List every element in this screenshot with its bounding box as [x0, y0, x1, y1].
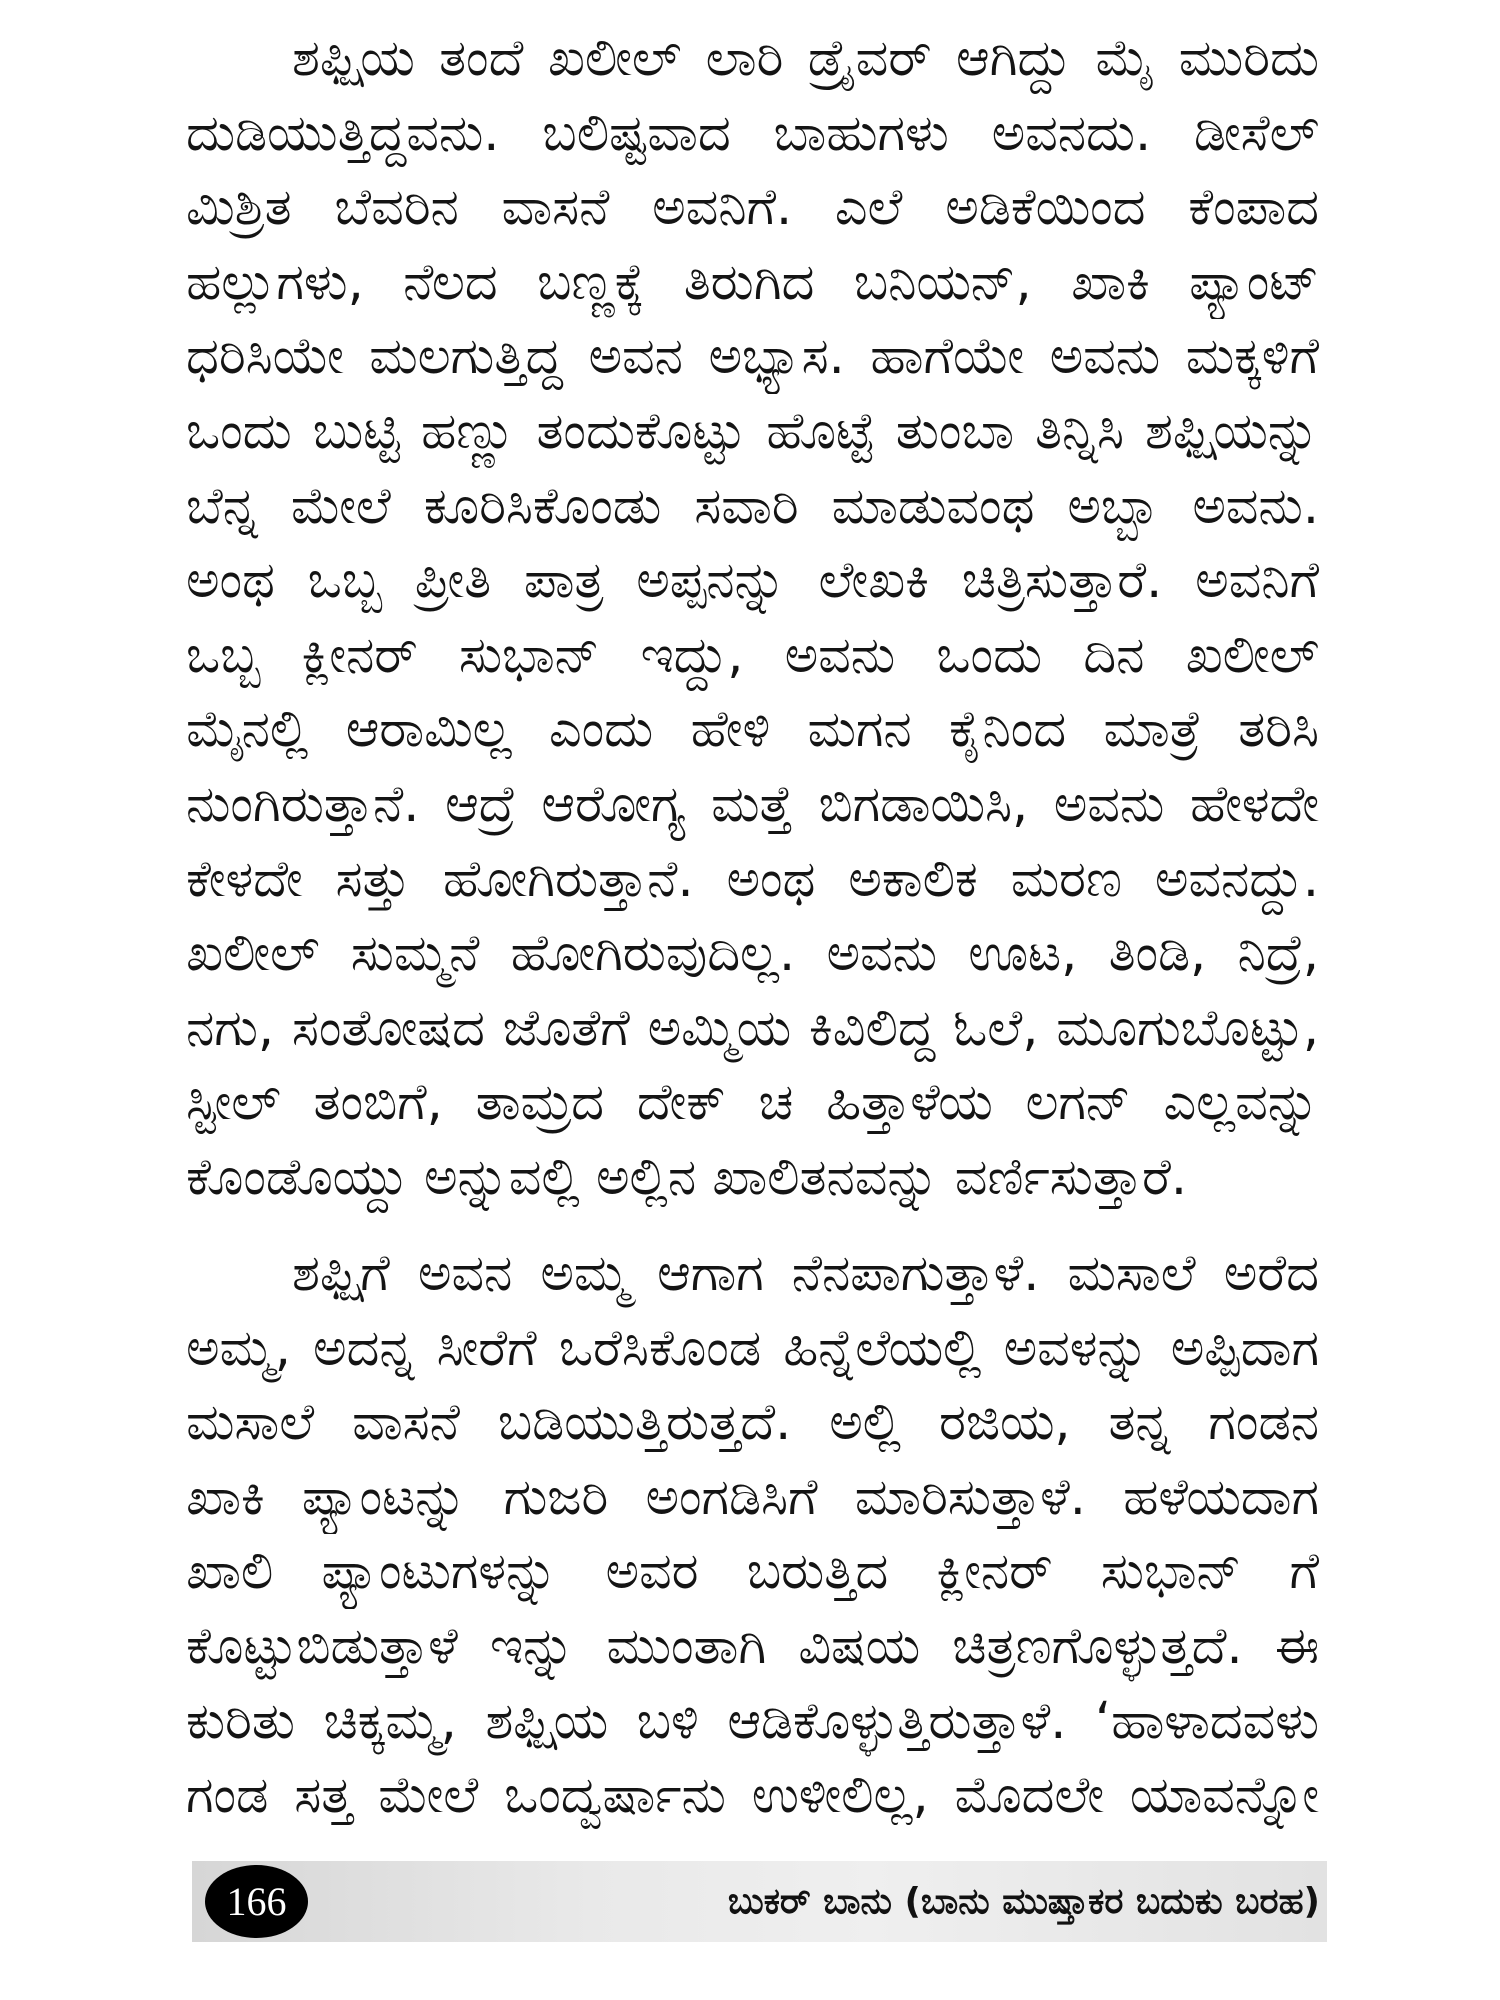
text-line [186, 394, 1320, 469]
line-text: ಅಂಥ ಒಬ್ಬ ಪ್ರೀತಿ ಪಾತ್ರ ಅಪ್ಪನನ್ನು ಲೇಖಕಿ ಚಿತ್ರಿಸುತ್ತಾರೆ. ಅವನಿಗೆ [186, 550, 1319, 610]
line-text: ಕುರಿತು ಚಿಕ್ಕಮ್ಮ, ಶಫ್ಷಿಯ ಬಳಿ ಆಡಿಕೊಳ್ಳುತ್ತಿರುತ್ತಾಳೆ. ‘ಹಾಳಾದವಳು [186, 1690, 1319, 1750]
text-line [186, 1534, 1320, 1609]
line-text: ಮಸಾಲೆ ವಾಸನೆ ಬಡಿಯುತ್ತಿರುತ್ತದೆ. ಅಲ್ಲಿ ರಜಿಯ, ತನ್ನ ಗಂಡನ [186, 1392, 1319, 1452]
line-text: ಖಾಲಿ ಪ್ಯಾಂಟುಗಳನ್ನು ಅವರ ಬರುತ್ತಿದ ಕ್ಲೀನರ್ ಸುಭಾನ್ ಗೆ [186, 1541, 1319, 1601]
line-text: ಅಮ್ಮ, ಅದನ್ನ ಸೀರೆಗೆ ಒರೆಸಿಕೊಂಡ ಹಿನ್ನೆಲೆಯಲ್ಲಿ ಅವಳನ್ನು ಅಪ್ಪಿದಾಗ [186, 1317, 1319, 1377]
line-text: ಗಂಡ ಸತ್ತ ಮೇಲೆ ಒಂದ್ವರ್ಷಾನು ಉಳೀಲಿಲ್ಲ, ಮೊದಲೇ ಯಾವನ್ನೋ [186, 1765, 1319, 1825]
line-text: ಖಲೀಲ್ ಸುಮ್ಮನೆ ಹೋಗಿರುವುದಿಲ್ಲ. ಅವನು ಊಟ, ತಿಂಡಿ, ನಿದ್ರೆ, [186, 923, 1319, 983]
text-line [186, 1758, 1320, 1833]
line-text: ಖಾಕಿ ಪ್ಯಾಂಟನ್ನು ಗುಜರಿ ಅಂಗಡಿಸಿಗೆ ಮಾರಿಸುತ್ತಾಳೆ. ಹಳೆಯದಾಗ [186, 1466, 1319, 1526]
text-line [186, 1385, 1320, 1460]
line-text: ಕೊಟ್ಟುಬಿಡುತ್ತಾಳೆ ಇನ್ನು ಮುಂತಾಗಿ ವಿಷಯ ಚಿತ್ರಣಗೊಳ್ಳುತ್ತದೆ. ಈ [186, 1615, 1319, 1675]
line-text: ಧರಿಸಿಯೇ ಮಲಗುತ್ತಿದ್ದ ಅವನ ಅಭ್ಯಾಸ. ಹಾಗೆಯೇ ಅವನು ಮಕ್ಕಳಿಗೆ [186, 326, 1319, 386]
text-line [186, 916, 1320, 991]
line-text: ಮೈನಲ್ಲಿ ಆರಾಮಿಲ್ಲ ಎಂದು ಹೇಳಿ ಮಗನ ಕೈನಿಂದ ಮಾತ್ರೆ ತರಿಸಿ [186, 699, 1319, 759]
line-text: ಒಂದು ಬುಟ್ಟಿ ಹಣ್ಣು ತಂದುಕೊಟ್ಟು ಹೊಟ್ಟೆ ತುಂಬಾ ತಿನ್ನಿಸಿ ಶಫ್ಷಿಯನ್ನು [186, 400, 1319, 460]
line-text: ಮಿಶ್ರಿತ ಬೆವರಿನ ವಾಸನೆ ಅವನಿಗೆ. ಎಲೆ ಅಡಿಕೆಯಿಂದ ಕೆಂಪಾದ [186, 177, 1319, 237]
text-line [186, 319, 1320, 394]
text-line [186, 1684, 1320, 1759]
text-line [186, 991, 1320, 1066]
text-line [186, 21, 1320, 96]
line-text: ಹಲ್ಲುಗಳು, ನೆಲದ ಬಣ್ಣಕ್ಕೆ ತಿರುಗಿದ ಬನಿಯನ್, ಖಾಕಿ ಪ್ಯಾಂಟ್ [186, 251, 1319, 311]
text-line [186, 245, 1320, 320]
line-text: ಶಫ್ಷಿಗೆ ಅವನ ಅಮ್ಮ ಆಗಾಗ ನೆನಪಾಗುತ್ತಾಳೆ. ಮಸಾಲೆ ಅರೆದ [292, 1243, 1319, 1302]
text-line [186, 1236, 1320, 1311]
running-title: ಬುಕರ್ ಬಾನು (ಬಾನು ಮುಷ್ತಾಕರ ಬದುಕು ಬರಹ) [727, 1881, 1320, 1922]
text-line [186, 543, 1320, 618]
text-line [186, 618, 1320, 693]
text-line [186, 692, 1320, 767]
line-text: ಕೇಳದೇ ಸತ್ತು ಹೋಗಿರುತ್ತಾನೆ. ಅಂಥ ಅಕಾಲಿಕ ಮರಣ ಅವನದ್ದು. [186, 848, 1319, 908]
page-number-badge [205, 1865, 308, 1938]
text-line [186, 1460, 1320, 1535]
text-line [186, 1140, 1320, 1215]
text-line [186, 469, 1320, 544]
line-text: ಸ್ಟೀಲ್ ತಂಬಿಗೆ, ತಾಮ್ರದ ದೇಕ್ ಚ ಹಿತ್ತಾಳೆಯ ಲಗನ್ ಎಲ್ಲವನ್ನು [186, 1072, 1319, 1132]
line-text: ಕೊಂಡೊಯ್ದು ಅನ್ನುವಲ್ಲಿ ಅಲ್ಲಿನ ಖಾಲಿತನವನ್ನು ವರ್ಣಿಸುತ್ತಾರೆ. [186, 1146, 1188, 1206]
line-text: ನುಂಗಿರುತ್ತಾನೆ. ಆದ್ರೆ ಆರೋಗ್ಯ ಮತ್ತೆ ಬಿಗಡಾಯಿಸಿ, ಅವನು ಹೇಳದೇ [186, 773, 1319, 833]
paragraph-2 [186, 1236, 1320, 1833]
text-line [186, 842, 1320, 917]
paragraph-1 [186, 21, 1320, 1215]
text-line [186, 170, 1320, 245]
line-text: ಒಬ್ಬ ಕ್ಲೀನರ್ ಸುಭಾನ್ ಇದ್ದು, ಅವನು ಒಂದು ದಿನ ಖಲೀಲ್ [186, 624, 1319, 684]
text-line [186, 96, 1320, 171]
text-line [186, 1609, 1320, 1684]
text-line [186, 1065, 1320, 1140]
page-number: 166 [226, 1879, 287, 1924]
line-text: ನಗು, ಸಂತೋಷದ ಜೊತೆಗೆ ಅಮ್ಮಿಯ ಕಿವಿಲಿದ್ದ ಓಲೆ, ಮೂಗುಬೊಟ್ಟು, [186, 997, 1319, 1057]
text-line [186, 1311, 1320, 1386]
text-line [186, 767, 1320, 842]
line-text: ಶಫ್ಷಿಯ ತಂದೆ ಖಲೀಲ್ ಲಾರಿ ಡ್ರೈವರ್ ಆಗಿದ್ದು ಮೈ ಮುರಿದು [292, 28, 1319, 87]
line-text: ಬೆನ್ನ ಮೇಲೆ ಕೂರಿಸಿಕೊಂಡು ಸವಾರಿ ಮಾಡುವಂಥ ಅಬ್ಬಾ ಅವನು. [186, 475, 1319, 535]
line-text: ದುಡಿಯುತ್ತಿದ್ದವನು. ಬಲಿಷ್ಟವಾದ ಬಾಹುಗಳು ಅವನದು. ಡೀಸೆಲ್ [186, 102, 1319, 162]
